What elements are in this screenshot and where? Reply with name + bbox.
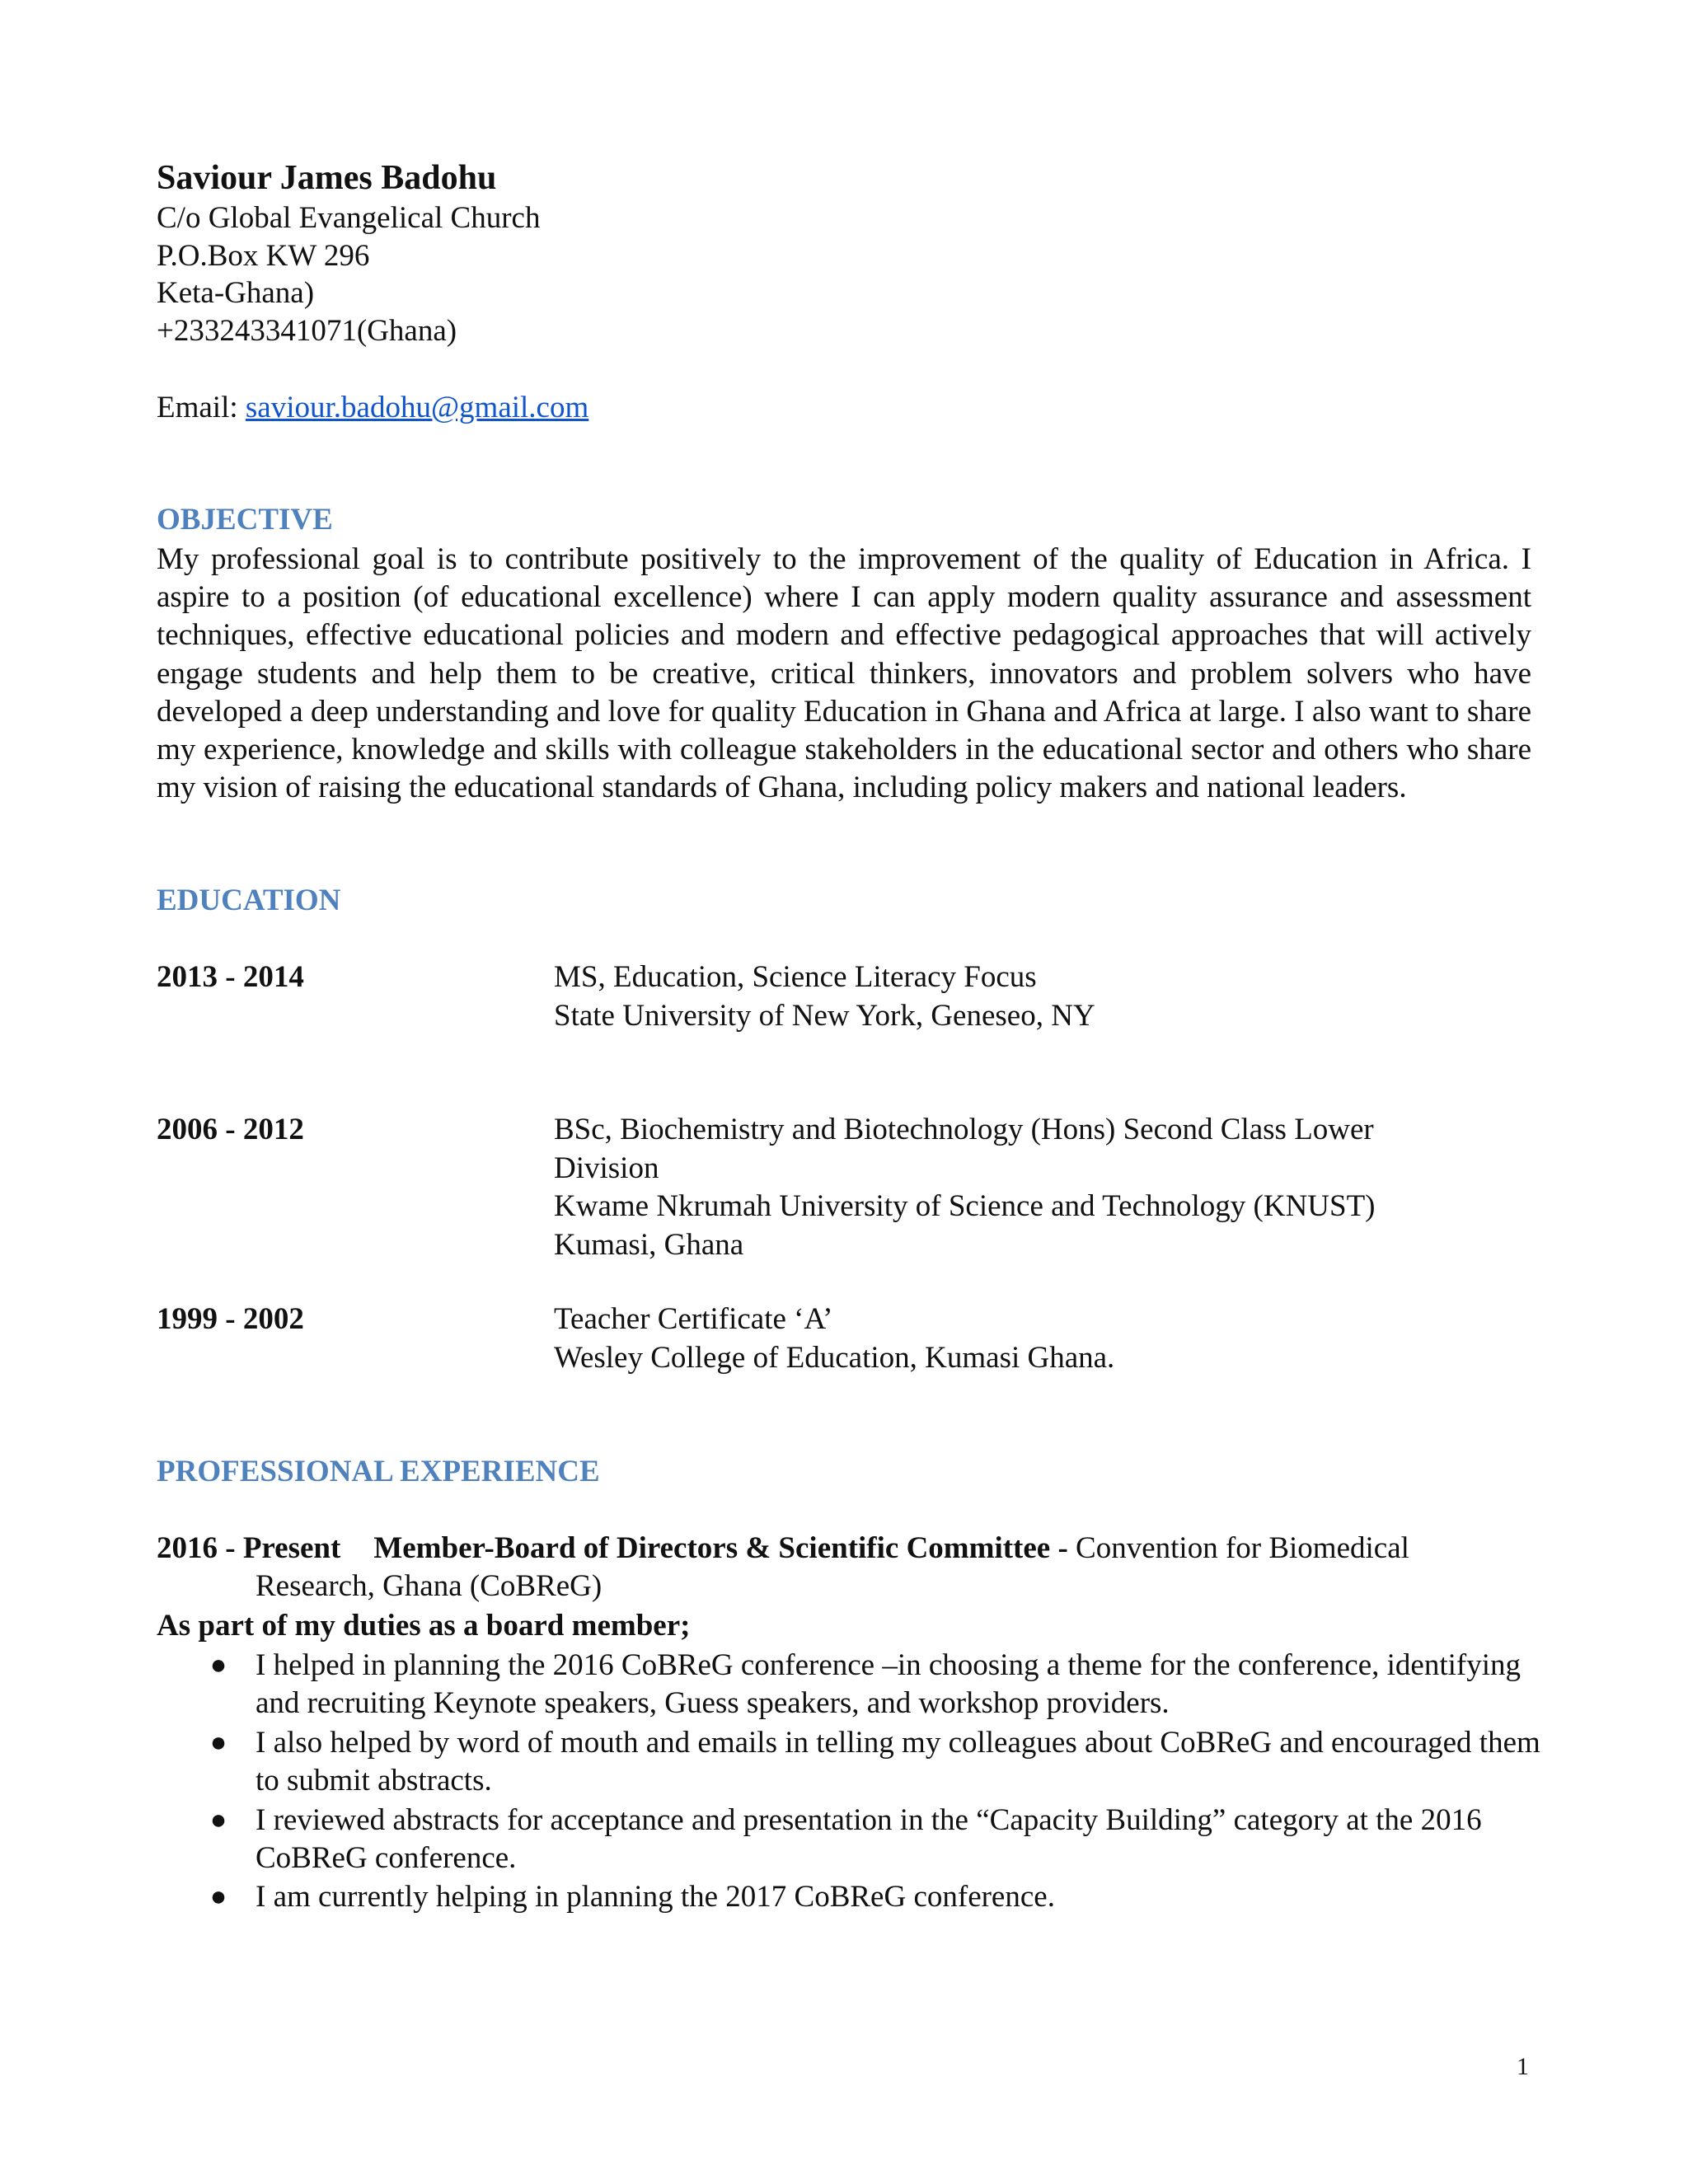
experience-organization: Convention for Biomedical: [1076, 1531, 1409, 1565]
degree-line: BSc, Biochemistry and Biotechnology (Hons) Second Class Lower Division: [554, 1113, 1374, 1185]
duty-item: [206, 1647, 1541, 1723]
email-line: [157, 389, 588, 427]
education-details: [554, 958, 1444, 1035]
experience-entry-header: [157, 1530, 1409, 1568]
email-link[interactable]: saviour.badohu@gmail.com: [245, 391, 589, 424]
institution-line: State University of New York, Geneseo, NY: [554, 998, 1095, 1033]
duty-text: I also helped by word of mouth and emails in telling my colleagues about CoBReG and encouraged them to submit abstracts.: [256, 1725, 1540, 1798]
education-dates: 2006 - 2012: [157, 1113, 304, 1146]
bullet-icon: ●: [209, 1804, 227, 1835]
duties-list: [206, 1647, 1541, 1918]
address-line: Keta-Ghana): [157, 276, 315, 310]
experience-dates: 2016 - Present: [157, 1531, 341, 1565]
page-number: 1: [1517, 2053, 1529, 2080]
experience-role: Member-Board of Directors & Scientific Committee -: [373, 1531, 1076, 1565]
duty-item: [206, 1724, 1541, 1801]
bullet-icon: ●: [209, 1727, 227, 1758]
education-details: [554, 1301, 1444, 1377]
duty-item: [206, 1802, 1541, 1878]
education-heading: EDUCATION: [157, 883, 341, 917]
applicant-name: Saviour James Badohu: [157, 159, 497, 197]
email-label: Email:: [157, 391, 246, 424]
objective-heading: OBJECTIVE: [157, 503, 333, 537]
bullet-icon: ●: [209, 1650, 227, 1680]
degree-line: MS, Education, Science Literacy Focus: [554, 960, 1037, 994]
education-dates: 1999 - 2002: [157, 1302, 304, 1336]
duty-text: I helped in planning the 2016 CoBReG conference –in choosing a theme for the conference, identifying and recruiting Keynote speakers, Guess speakers, and workshop providers.: [256, 1648, 1522, 1721]
experience-organization-cont: Research, Ghana (CoBReG): [256, 1569, 603, 1603]
duty-text: I am currently helping in planning the 2017 CoBReG conference.: [256, 1880, 1055, 1915]
institution-line: Wesley College of Education, Kumasi Ghana.: [554, 1340, 1115, 1375]
location-line: Kumasi, Ghana: [554, 1227, 744, 1262]
objective-text: My professional goal is to contribute positively to the improvement of the quality of Education in Africa. I aspire to a position (of educational excellence) where I can apply modern quality assurance and assessment techniques, effective educational policies and modern and effective pedagogical approaches that will actively engage students and help them to be creative, critical thinkers, innovators and problem solvers who have developed a deep understanding and love for quality Education in Ghana and Africa at large. I also want to share my experience, knowledge and skills with colleague stakeholders in the educational sector and others who share my vision of raising the educational standards of Ghana, including policy makers and national leaders.: [157, 542, 1531, 805]
address-block: [157, 199, 540, 349]
duty-text: I reviewed abstracts for acceptance and presentation in the “Capacity Building” category at the 2016 CoBReG conference.: [256, 1802, 1482, 1876]
duties-intro: As part of my duties as a board member;: [157, 1609, 691, 1643]
duty-item: [206, 1878, 1541, 1916]
degree-line: Teacher Certificate ‘A’: [554, 1302, 833, 1336]
experience-heading: PROFESSIONAL EXPERIENCE: [157, 1455, 600, 1488]
institution-line: Kwame Nkrumah University of Science and Technology (KNUST): [554, 1189, 1376, 1223]
education-dates: 2013 - 2014: [157, 960, 304, 994]
address-line: C/o Global Evangelical Church: [157, 201, 541, 235]
address-line: P.O.Box KW 296: [157, 238, 370, 273]
education-details: [554, 1111, 1469, 1264]
bullet-icon: ●: [209, 1882, 227, 1913]
phone-line: +233243341071(Ghana): [157, 313, 457, 348]
